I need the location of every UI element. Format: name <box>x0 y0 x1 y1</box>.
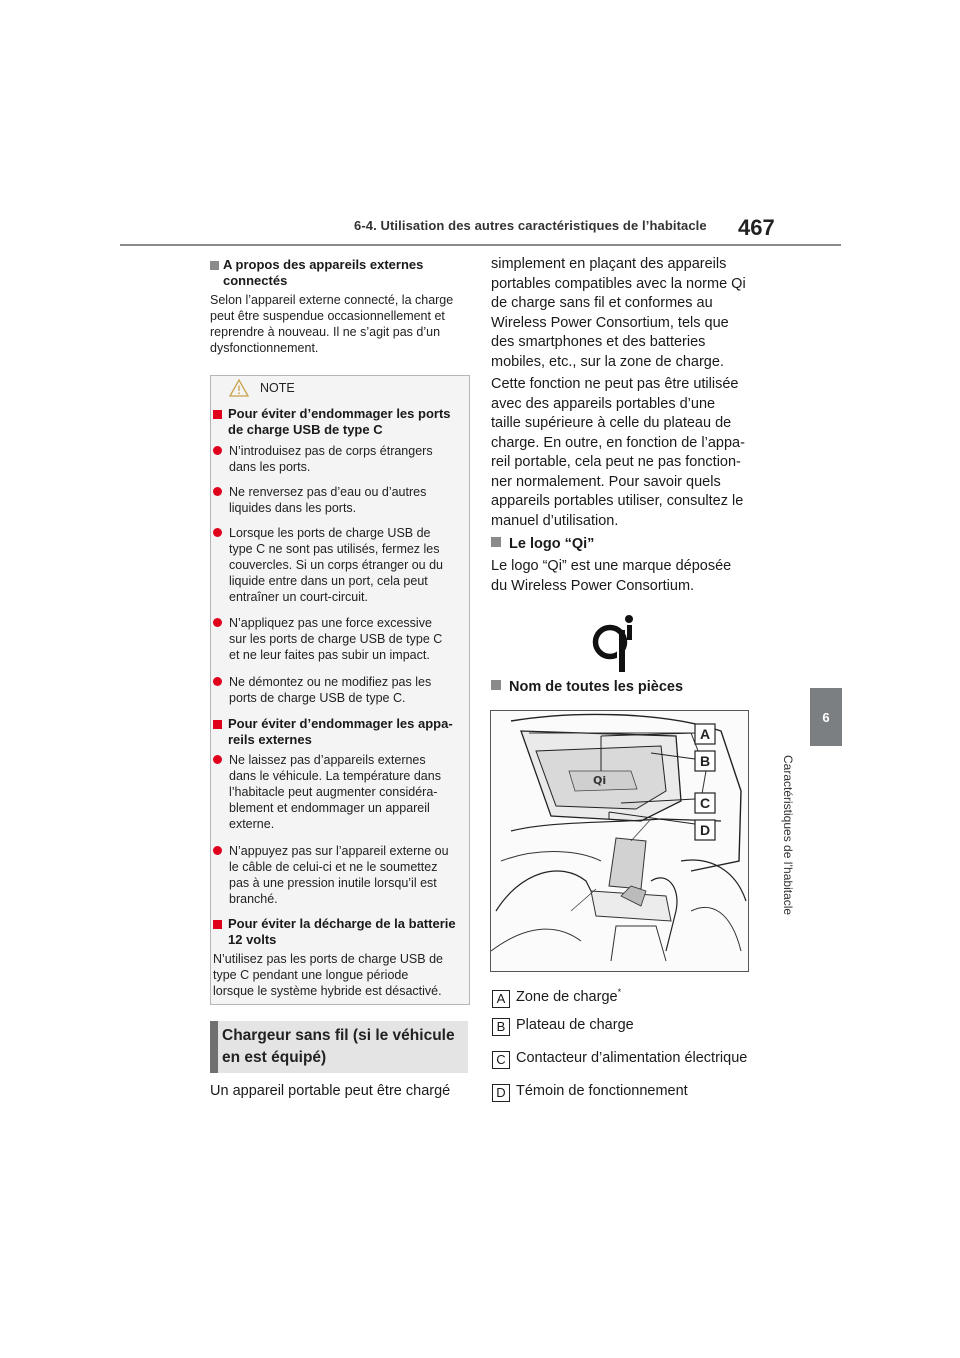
usb-heading: Pour éviter d’endommager les ports de charge USB de type C <box>213 406 463 438</box>
charger-intro: Un appareil portable peut être chargé <box>210 1083 451 1099</box>
bullet-icon <box>213 618 222 627</box>
legend-item-a: A Zone de charge* <box>492 983 621 1008</box>
square-bullet-icon <box>213 720 222 729</box>
bullet-icon <box>213 528 222 537</box>
bullet-icon <box>213 446 222 455</box>
callout-c: C <box>699 795 711 811</box>
bullet-icon <box>213 677 222 686</box>
section-heading: Chargeur sans fil (si le véhicule en est équipé) <box>222 1027 455 1066</box>
list-item: N’introduisez pas de corps étrangers dans les ports. <box>213 443 465 475</box>
section-heading-bar <box>210 1021 218 1073</box>
note-label: NOTE <box>260 381 295 395</box>
square-bullet-icon <box>491 537 501 547</box>
qi-body: Le logo “Qi” est une marque déposée du Wireless Power Consortium. <box>491 558 732 594</box>
limitations-text: Cette fonction ne peut pas être utilisée avec des appareils portables d’une taille supérieure à celle du plateau de charge. En outre, en fonction de l’appa- reil portable, cela peut ne pas fonction- ner normalement. Pour savoir quels appareils portables utiliser, consultez le manuel d’utilisation. <box>491 376 745 529</box>
parts-heading: Nom de toutes les pièces <box>491 678 683 697</box>
callout-b: B <box>699 753 711 769</box>
page-number: 467 <box>738 215 775 240</box>
legend-item-b: B Plateau de charge <box>492 1016 634 1036</box>
list-item: N’appuyez pas sur l’appareil externe ou le câble de celui-ci et ne le soumettez pas à une pression inutile lorsqu’il est branché. <box>213 843 465 907</box>
wireless-charger-illustration <box>490 710 749 972</box>
bullet-icon <box>213 846 222 855</box>
chapter-number: 6 <box>822 710 830 725</box>
external-heading: Pour éviter d’endommager les appa- reils externes <box>213 716 463 748</box>
list-item: Lorsque les ports de charge USB de type C ne sont pas utilisés, fermez les couvercles. Si un corps étranger ou du liquide entre dans un port, cela peut entraîner un court-circuit. <box>213 525 465 605</box>
qi-logo-icon <box>588 606 638 679</box>
square-bullet-icon <box>213 410 222 419</box>
square-bullet-icon <box>213 920 222 929</box>
list-item: Ne renversez pas d’eau ou d’autres liquides dans les ports. <box>213 484 465 516</box>
square-bullet-icon <box>210 261 219 270</box>
list-item: Ne laissez pas d’appareils externes dans le véhicule. La température dans l’habitacle peut augmenter considéra- blement et endommager un appareil externe. <box>213 752 465 832</box>
bullet-icon <box>213 487 222 496</box>
section-title: 6-4. Utilisation des autres caractéristiques de l’habitacle <box>354 218 707 233</box>
connected-heading: A propos des appareils externes connectés <box>210 257 470 289</box>
callout-d: D <box>699 822 711 838</box>
callout-a: A <box>699 726 711 742</box>
square-bullet-icon <box>491 680 501 690</box>
list-item: Ne démontez ou ne modifiez pas les ports de charge USB de type C. <box>213 674 465 706</box>
warning-icon <box>228 378 250 403</box>
list-item: N’appliquez pas une force excessive sur les ports de charge USB de type C et ne leur faites pas subir un impact. <box>213 615 465 663</box>
legend-item-c: C Contacteur d’alimentation électrique <box>492 1049 747 1069</box>
battery-body: N’utilisez pas les ports de charge USB de type C pendant une longue période lorsque le système hybride est désactivé. <box>213 952 443 998</box>
qi-heading: Le logo “Qi” <box>491 535 594 554</box>
battery-heading: Pour éviter la décharge de la batterie 12 volts <box>213 916 463 948</box>
charger-intro-cont: simplement en plaçant des appareils portables compatibles avec la norme Qi de charge sans fil et conformes au Wireless Power Consortium, tels que des smartphones et des batteries mobiles, etc., sur la zone de charge. <box>491 256 746 370</box>
connected-body: Selon l’appareil externe connecté, la charge peut être suspendue occasionnellement et reprendre à nouveau. Il ne s’agit pas d’un dysfonctionnement. <box>210 293 454 355</box>
legend-item-d: D Témoin de fonctionnement <box>492 1082 688 1102</box>
chapter-label: Caractéristiques de l’habitacle <box>781 755 795 916</box>
svg-text:Qi: Qi <box>593 774 607 787</box>
header-rule <box>120 244 841 246</box>
bullet-icon <box>213 755 222 764</box>
